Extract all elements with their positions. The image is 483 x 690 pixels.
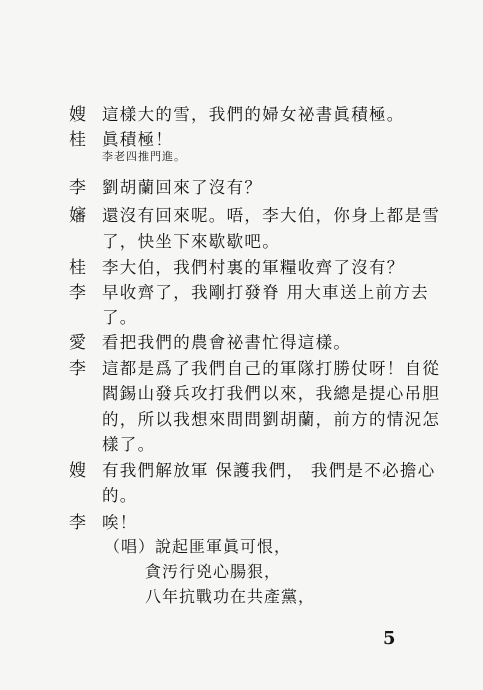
page-number: 5 [383,628,396,649]
speaker-name: 李 [69,283,87,303]
dialogue-text: 的，所以我想來問問劉胡蘭，前方的情況怎 [102,410,441,429]
dialogue-text: 閻錫山發兵攻打我們以來，我總是提心吊胆 [102,384,441,403]
speaker-name: 李 [69,513,87,533]
dialogue-text: 早收齊了，我剛打發脊 用大車送上前方去 [102,283,429,302]
speaker-name: 愛 [69,333,87,353]
stage-direction: 李老四推門進。 [102,150,186,163]
dialogue-text: 李大伯，我們村裏的軍糧收齊了沒有？ [102,258,405,277]
speaker-name: 桂 [69,258,87,278]
dialogue-text: 眞積極！ [102,130,174,149]
dialogue-text: 樣了。 [102,435,156,454]
song-text: 八年抗戰功在共產黨， [145,587,316,606]
speaker-name: 嫂 [69,461,87,481]
dialogue-text: 劉胡蘭回來了沒有？ [102,178,263,197]
song-text: 貪汚行兇心腸狠， [145,562,282,581]
dialogue-text: 了，快坐下來歇歇吧。 [102,232,280,251]
dialogue-text: 唉！ [102,513,138,532]
speaker-name: 李 [69,178,87,198]
dialogue-text: 的。 [102,486,138,505]
speaker-name: 嫂 [69,105,87,125]
dialogue-text: 這樣大的雪，我們的婦女祕書眞積極。 [102,105,405,124]
dialogue-text: 看把我們的農會祕書忙得這樣。 [102,333,352,352]
speaker-name: 嬸 [69,206,87,226]
dialogue-text: 這都是爲了我們自己的軍隊打勝仗呀！自從 [102,359,441,378]
dialogue-text: 了。 [102,308,138,327]
dialogue-text: 有我們解放軍 保護我們， 我們是不必擔心 [102,461,436,480]
dialogue-text: 還沒有回來呢。唔，李大伯，你身上都是雪 [102,206,441,225]
speaker-name: 李 [69,359,87,379]
speaker-name: 桂 [69,130,87,150]
song-text: （唱）說起匪軍眞可恨， [104,537,292,556]
